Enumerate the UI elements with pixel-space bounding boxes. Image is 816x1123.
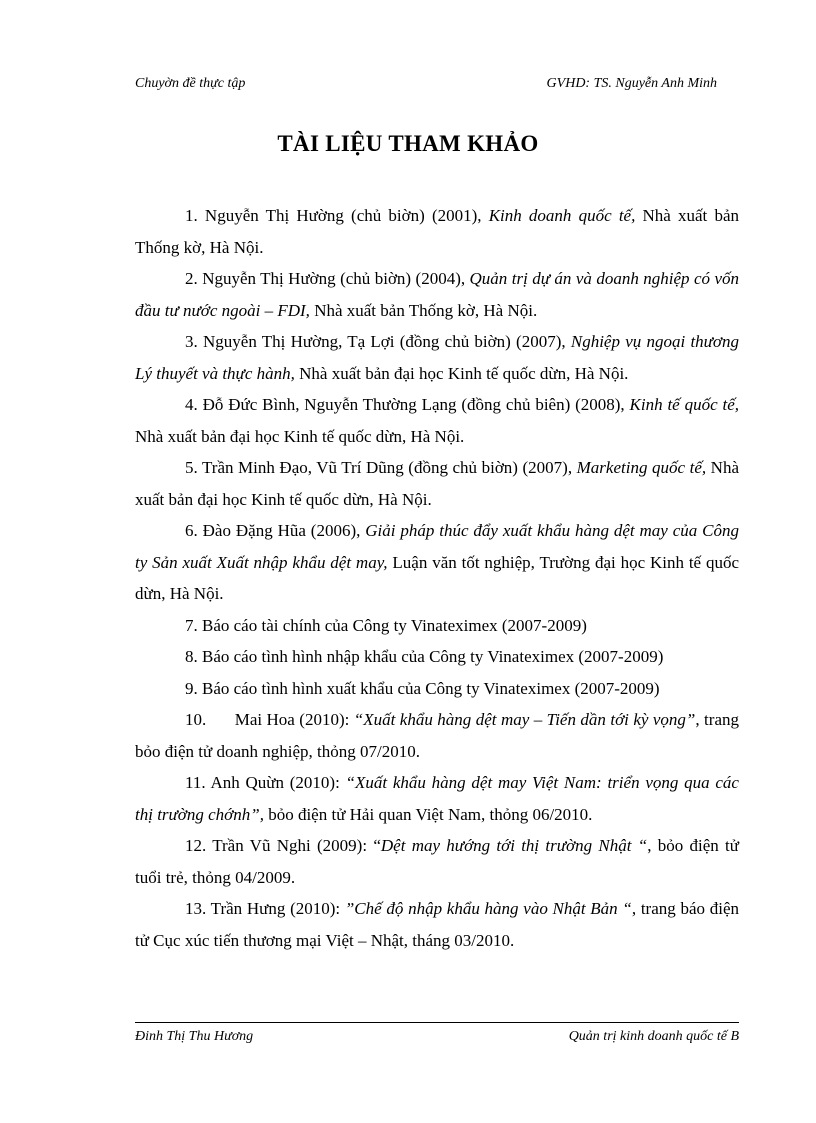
reference-item: [135, 767, 739, 830]
reference-number: 9.: [185, 678, 198, 698]
reference-work-title: Dệt may hướng tới thị trường Nhật “: [380, 836, 648, 855]
reference-number: 3.: [185, 332, 198, 351]
reference-item: [135, 452, 739, 515]
reference-item: [135, 200, 739, 263]
reference-item: [135, 893, 739, 956]
reference-number: 13.: [185, 899, 207, 918]
reference-authors: Anh Quừn (2010):: [210, 773, 346, 792]
reference-text: Báo cáo tình hình xuất khẩu của Công ty Vinateximex (2007-2009): [202, 678, 660, 698]
page-footer: [135, 1029, 739, 1049]
reference-work-title: Nghiệp vụ ngoại thương Lý thuyết và thực hành,: [135, 332, 740, 383]
page-title: TÀI LIỆU THAM KHẢO: [277, 131, 539, 156]
reference-item: [135, 830, 739, 893]
reference-publisher: , trang báo điện tử Cục xúc tiến thương mại Việt – Nhật, tháng 03/2010.: [135, 899, 739, 950]
reference-work-title: “Xuất khẩu hàng dệt may Việt Nam: triển vọng qua các thị trường chớnh”,: [135, 773, 739, 824]
reference-number: 10.: [185, 710, 207, 729]
reference-text: Báo cáo tài chính của Công ty Vinateximex (2007-2009): [202, 615, 587, 635]
reference-number: 8.: [185, 647, 198, 666]
reference-item: [135, 389, 739, 452]
reference-publisher: Nhà xuất bản đại học Kinh tế quốc dừn, Hà Nội.: [135, 426, 465, 446]
reference-authors: Đỗ Đức Bình, Nguyễn Thường Lạng (đồng chủ biên) (2008),: [202, 395, 630, 414]
reference-publisher: Nhà xuất bản đại học Kinh tế quốc dừn, Hà Nội.: [135, 458, 739, 509]
reference-authors: Đào Đặng Hũa (2006),: [202, 521, 366, 540]
reference-work-title: Kinh tế quốc tế,: [629, 395, 739, 414]
reference-number: 2.: [185, 269, 198, 288]
reference-item: [135, 610, 739, 642]
reference-authors: Nguyễn Thị Hường (chủ biờn) (2001),: [204, 206, 489, 225]
reference-number: 1.: [185, 206, 198, 225]
reference-list: [135, 200, 739, 956]
reference-work-title: Kinh doanh quốc tế,: [488, 206, 636, 225]
reference-authors: Trần Minh Đạo, Vũ Trí Dũng (đồng chủ biờn) (2007),: [202, 458, 577, 477]
reference-publisher: , trang bỏo điện tử doanh nghiệp, thỏng 07/2010.: [135, 710, 739, 761]
page-header: [135, 76, 717, 96]
reference-publisher: Luận văn tốt nghiệp, Trường đại học Kinh tế quốc dừn, Hà Nội.: [135, 552, 739, 603]
reference-authors: Trần Vũ Nghi (2009): “: [212, 836, 381, 855]
reference-number: 5.: [185, 458, 198, 477]
reference-text: Báo cáo tình hình nhập khẩu của Công ty Vinateximex (2007-2009): [202, 647, 664, 666]
reference-item: [135, 673, 739, 705]
footer-author: Đinh Thị Thu Hương: [135, 1029, 254, 1044]
reference-publisher: Nhà xuất bản đại học Kinh tế quốc dừn, Hà Nội.: [294, 363, 629, 383]
reference-item: [135, 263, 739, 326]
reference-item: [135, 515, 739, 610]
reference-publisher: , bỏo điện tử tuổi trẻ, thỏng 04/2009.: [135, 836, 739, 887]
reference-number: 4.: [185, 395, 198, 414]
reference-publisher: Nhà xuất bản Thống kờ, Hà Nội.: [135, 206, 739, 257]
header-right-text: GVHD: TS. Nguyễn Anh Minh: [546, 76, 717, 91]
reference-publisher: bỏo điện tử Hải quan Việt Nam, thỏng 06/2010.: [263, 804, 593, 824]
reference-item: [135, 326, 739, 389]
footer-divider: [135, 1022, 739, 1023]
reference-authors: Mai Hoa (2010):: [234, 710, 354, 729]
reference-item: [135, 704, 739, 767]
reference-number: 6.: [185, 521, 198, 540]
reference-work-title: Quản trị dự án và doanh nghiệp có vốn đầu tư nước ngoài – FDI,: [135, 269, 739, 320]
reference-publisher: Nhà xuất bản Thống kờ, Hà Nội.: [309, 300, 538, 320]
reference-number: 12.: [185, 836, 207, 855]
reference-work-title: Giải pháp thúc đẩy xuất khẩu hàng dệt may của Công ty Sản xuất Xuất nhập khẩu dệt may,: [135, 521, 740, 572]
reference-number: 11.: [185, 773, 206, 792]
header-left-text: Chuyờn đề thực tập: [135, 76, 246, 91]
footer-department: Quản trị kinh doanh quốc tế B: [568, 1029, 739, 1044]
reference-item: [135, 641, 739, 673]
reference-work-title: “Xuất khẩu hàng dệt may – Tiến dần tới kỳ vọng”: [353, 710, 696, 729]
reference-work-title: Marketing quốc tế,: [576, 458, 707, 477]
reference-number: 7.: [185, 615, 198, 635]
reference-work-title: ”Chế độ nhập khẩu hàng vào Nhật Bản “: [344, 899, 632, 918]
reference-authors: Nguyễn Thị Hường, Tạ Lợi (đồng chủ biờn) (2007),: [203, 332, 571, 351]
reference-authors: Trần Hưng (2010):: [210, 899, 345, 918]
reference-authors: Nguyễn Thị Hường (chủ biờn) (2004),: [202, 269, 470, 288]
